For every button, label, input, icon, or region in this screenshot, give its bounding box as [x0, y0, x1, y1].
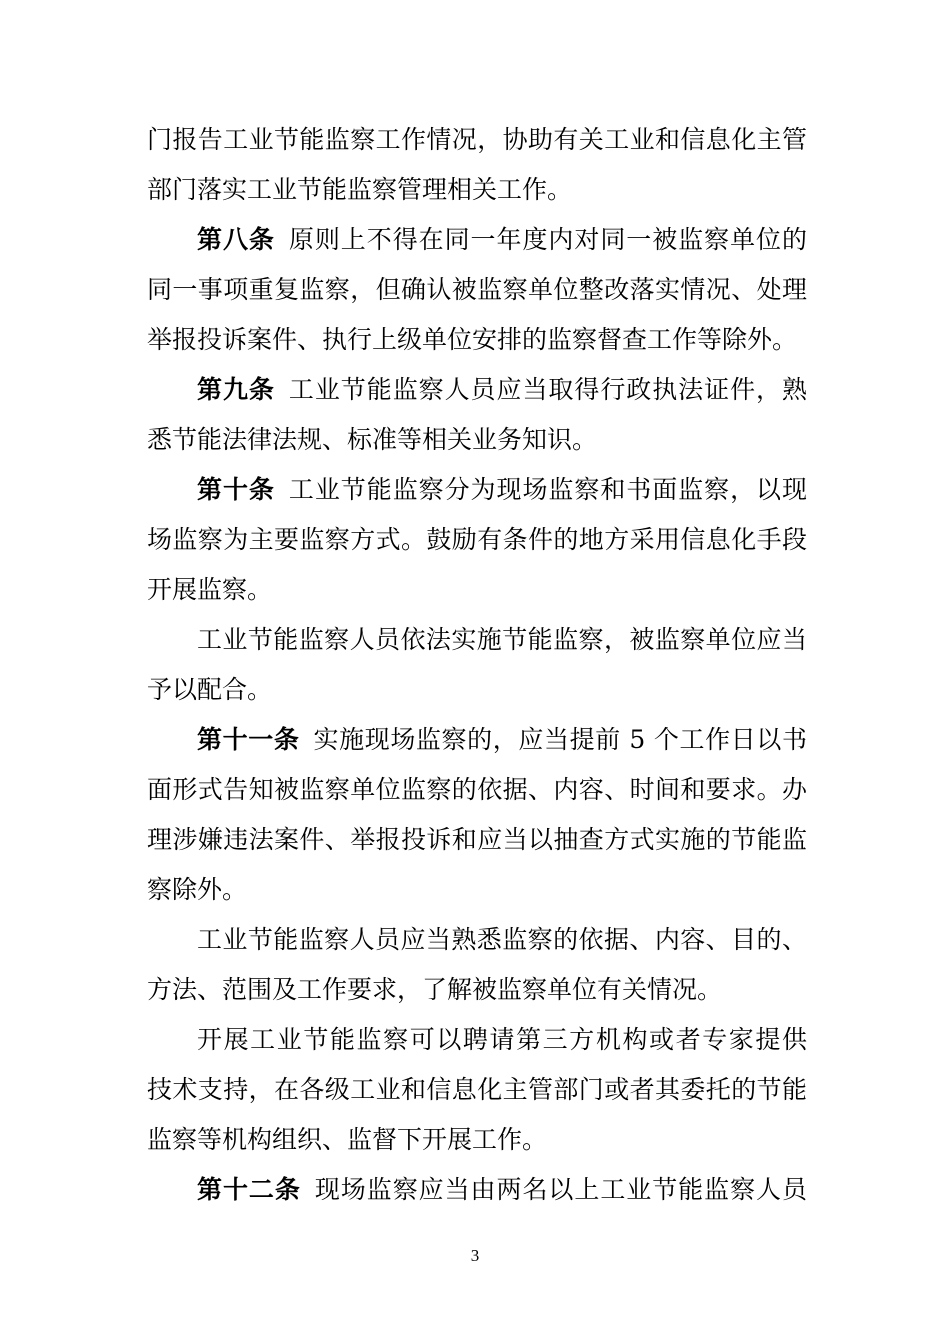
text-line: 开展监察。 [147, 575, 273, 604]
text-line: 监察等机构组织、监督下开展工作。 [147, 1125, 548, 1154]
article-number: 第九条 [197, 375, 275, 404]
article-number: 第八条 [197, 225, 275, 254]
text-line: 举报投诉案件、执行上级单位安排的监察督查工作等除外。 [147, 325, 798, 354]
article-first-line [197, 370, 807, 410]
article-text: 原则上不得在同一年度内对同一被监察单位的 [288, 225, 807, 254]
article-text: 工业节能监察分为现场监察和书面监察，以现 [288, 475, 807, 504]
text-line: 技术支持，在各级工业和信息化主管部门或者其委托的节能 [147, 1075, 807, 1104]
text-line: 理涉嫌违法案件、举报投诉和应当以抽查方式实施的节能监 [147, 825, 807, 854]
article-first-line [197, 1170, 807, 1210]
article-number: 第十二条 [197, 1175, 301, 1204]
article-number: 第十条 [197, 475, 275, 504]
text-line: 察除外。 [147, 875, 248, 904]
article-number: 第十一条 [197, 725, 300, 754]
article-first-line [197, 220, 807, 260]
text-line: 工业节能监察人员应当熟悉监察的依据、内容、目的、 [197, 925, 807, 954]
text-line: 同一事项重复监察，但确认被监察单位整改落实情况、处理 [147, 275, 807, 304]
text-line: 予以配合。 [147, 675, 273, 704]
text-line: 门报告工业节能监察工作情况，协助有关工业和信息化主管 [147, 125, 807, 154]
text-line: 悉节能法律法规、标准等相关业务知识。 [147, 425, 598, 454]
article-text: 工业节能监察人员应当取得行政执法证件，熟 [288, 375, 807, 404]
article-text: 现场监察应当由两名以上工业节能监察人员 [314, 1175, 807, 1204]
text-line: 场监察为主要监察方式。鼓励有条件的地方采用信息化手段 [147, 525, 807, 554]
page-number: 3 [470, 1246, 480, 1265]
article-text: 实施现场监察的，应当提前 5 个工作日以书 [313, 725, 807, 754]
text-line: 方法、范围及工作要求，了解被监察单位有关情况。 [147, 975, 723, 1004]
article-first-line [197, 720, 807, 760]
article-first-line [197, 470, 807, 510]
text-line: 面形式告知被监察单位监察的依据、内容、时间和要求。办 [147, 775, 807, 804]
text-line: 部门落实工业节能监察管理相关工作。 [147, 175, 573, 204]
text-line: 开展工业节能监察可以聘请第三方机构或者专家提供 [197, 1025, 807, 1054]
text-line: 工业节能监察人员依法实施节能监察，被监察单位应当 [197, 625, 807, 654]
